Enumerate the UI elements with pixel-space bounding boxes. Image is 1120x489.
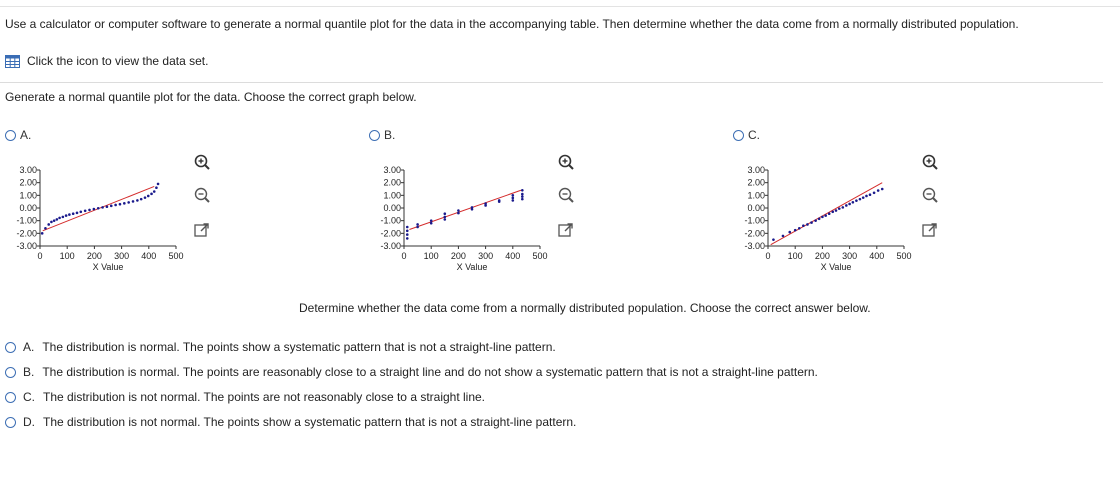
data-point <box>58 217 61 220</box>
data-point <box>852 201 855 204</box>
answer-b[interactable] <box>5 365 818 379</box>
data-point <box>821 216 824 219</box>
section-divider <box>0 82 1103 83</box>
data-point <box>416 226 419 229</box>
data-point <box>153 190 156 193</box>
data-point <box>457 212 460 215</box>
graph-a <box>0 150 220 280</box>
answer-d-text: The distribution is not normal. The points show a systematic pattern that is not a straight-line pattern. <box>43 415 577 429</box>
x-tick-label: 300 <box>114 251 130 261</box>
data-point <box>824 214 827 217</box>
zoom-in-icon[interactable] <box>557 153 575 171</box>
data-point <box>444 212 447 215</box>
data-point <box>157 183 160 186</box>
data-point <box>44 227 47 230</box>
data-point <box>80 211 83 214</box>
answer-a-letter: A. <box>23 340 35 354</box>
answer-b-text: The distribution is normal. The points are reasonably close to a straight line and do not show a systematic pattern that is not a straight-line pattern. <box>42 365 818 379</box>
data-point <box>50 221 53 224</box>
data-point <box>521 193 524 196</box>
x-tick-label: 200 <box>814 251 830 261</box>
y-tick-label: 3.00 <box>747 165 765 175</box>
fit-line <box>409 190 521 229</box>
x-axis-label: X Value <box>456 262 488 272</box>
option-b-label: B. <box>384 128 396 142</box>
data-point <box>806 223 809 226</box>
data-point <box>471 206 474 209</box>
x-tick-label: 200 <box>450 251 466 261</box>
data-point <box>406 237 409 240</box>
data-point <box>521 189 524 192</box>
y-tick-label: 0.00 <box>19 203 37 213</box>
data-point <box>810 221 813 224</box>
data-point <box>136 199 139 202</box>
y-tick-label: -2.00 <box>744 228 765 239</box>
x-tick-label: 500 <box>532 251 548 261</box>
y-tick-label: 1.00 <box>19 190 37 201</box>
y-tick-label: -3.00 <box>744 241 765 251</box>
zoom-out-icon[interactable] <box>193 186 211 204</box>
part1-instruction: Generate a normal quantile plot for the data. Choose the correct graph below. <box>5 90 417 104</box>
data-point <box>794 229 797 232</box>
y-tick-label: 1.00 <box>747 190 765 201</box>
answer-d[interactable] <box>5 415 576 429</box>
y-tick-label: 0.00 <box>747 203 765 213</box>
data-point <box>56 218 59 221</box>
graph-c <box>728 150 948 280</box>
answer-d-radio[interactable] <box>5 417 16 428</box>
data-point <box>147 195 150 198</box>
x-axis-label: X Value <box>92 262 124 272</box>
y-tick-label: 2.00 <box>383 177 401 188</box>
data-point <box>65 214 68 217</box>
data-point <box>498 199 501 202</box>
data-point <box>859 198 862 201</box>
zoom-in-icon[interactable] <box>921 153 939 171</box>
data-point <box>521 198 524 201</box>
answer-c[interactable] <box>5 390 485 404</box>
data-point <box>114 204 117 207</box>
popout-icon[interactable] <box>921 221 939 239</box>
y-tick-label: -2.00 <box>16 228 37 239</box>
x-tick-label: 400 <box>141 251 157 261</box>
data-point <box>855 199 858 202</box>
answer-a[interactable] <box>5 340 556 354</box>
fit-line <box>771 183 883 245</box>
data-point <box>119 203 122 206</box>
y-tick-label: 2.00 <box>19 177 37 188</box>
data-point <box>406 226 409 229</box>
data-point <box>814 219 817 222</box>
data-point <box>835 209 838 212</box>
data-point <box>873 192 876 195</box>
data-point <box>416 223 419 226</box>
x-tick-label: 0 <box>401 251 407 261</box>
data-point <box>444 216 447 219</box>
answer-c-text: The distribution is not normal. The points are not reasonably close to a straight line. <box>43 390 486 404</box>
option-a-label: A. <box>20 128 32 142</box>
graph-c-svg <box>728 150 948 280</box>
graph-b-svg <box>364 150 584 280</box>
answer-a-text: The distribution is normal. The points show a systematic pattern that is not a straight-line pattern. <box>42 340 556 354</box>
data-point <box>512 194 515 197</box>
x-tick-label: 100 <box>787 251 803 261</box>
graph-b <box>364 150 584 280</box>
data-point <box>150 193 153 196</box>
popout-icon[interactable] <box>193 221 211 239</box>
table-icon[interactable] <box>5 55 20 68</box>
data-point <box>798 227 801 230</box>
data-point <box>406 230 409 233</box>
data-point <box>101 206 104 209</box>
dataset-link-row[interactable] <box>5 53 208 69</box>
part2-instruction: Determine whether the data come from a normally distributed population. Choose the correct answer below. <box>299 301 871 315</box>
option-c[interactable] <box>733 128 760 142</box>
data-point <box>444 218 447 221</box>
data-point <box>110 205 113 208</box>
data-point <box>127 201 130 204</box>
question-text: Use a calculator or computer software to generate a normal quantile plot for the data in the accompanying table. Then determine whether the data come from a normally distributed population. <box>5 17 1019 31</box>
data-point <box>484 202 487 205</box>
data-point <box>877 189 880 192</box>
data-point <box>845 204 848 207</box>
y-tick-label: -3.00 <box>16 241 37 251</box>
top-divider <box>0 6 1120 7</box>
data-point <box>802 224 805 227</box>
data-point <box>869 193 872 196</box>
data-point <box>521 195 524 198</box>
data-point <box>144 196 147 199</box>
y-tick-label: 3.00 <box>19 165 37 175</box>
x-tick-label: 500 <box>896 251 912 261</box>
data-point <box>838 207 841 210</box>
option-c-radio[interactable] <box>733 130 744 141</box>
data-point <box>123 202 126 205</box>
y-tick-label: 3.00 <box>383 165 401 175</box>
option-c-label: C. <box>748 128 760 142</box>
graph-a-svg <box>0 150 220 280</box>
dataset-link-text[interactable]: Click the icon to view the data set. <box>27 54 209 68</box>
y-tick-label: -1.00 <box>380 215 401 226</box>
data-point <box>41 232 44 235</box>
data-point <box>512 197 515 200</box>
data-point <box>512 199 515 202</box>
data-point <box>865 195 868 198</box>
data-point <box>93 208 96 211</box>
option-a[interactable] <box>5 128 31 142</box>
zoom-in-icon[interactable] <box>193 153 211 171</box>
data-point <box>84 209 87 212</box>
data-point <box>155 186 158 189</box>
data-point <box>862 196 865 199</box>
data-point <box>430 219 433 222</box>
data-point <box>831 211 834 214</box>
data-point <box>430 222 433 225</box>
answer-b-letter: B. <box>23 365 35 379</box>
option-b[interactable] <box>369 128 395 142</box>
data-point <box>881 188 884 191</box>
data-point <box>828 212 831 215</box>
data-point <box>848 203 851 206</box>
y-tick-label: -1.00 <box>744 215 765 226</box>
data-point <box>62 216 65 219</box>
data-point <box>68 213 71 216</box>
popout-icon[interactable] <box>557 221 575 239</box>
answer-c-letter: C. <box>23 390 35 404</box>
data-point <box>140 198 143 201</box>
data-point <box>72 212 75 215</box>
x-tick-label: 100 <box>59 251 75 261</box>
x-tick-label: 300 <box>842 251 858 261</box>
y-tick-label: -1.00 <box>16 215 37 226</box>
data-point <box>88 209 91 212</box>
data-point <box>132 200 135 203</box>
y-tick-label: 2.00 <box>747 177 765 188</box>
data-point <box>772 238 775 241</box>
data-point <box>782 235 785 238</box>
data-point <box>788 231 791 234</box>
x-tick-label: 100 <box>423 251 439 261</box>
data-point <box>53 219 56 222</box>
y-tick-label: 0.00 <box>383 203 401 213</box>
data-point <box>47 223 50 226</box>
data-point <box>406 233 409 236</box>
x-tick-label: 0 <box>37 251 43 261</box>
option-a-radio[interactable] <box>5 130 16 141</box>
answer-d-letter: D. <box>23 415 35 429</box>
x-tick-label: 0 <box>765 251 771 261</box>
y-tick-label: 1.00 <box>383 190 401 201</box>
data-point <box>842 206 845 209</box>
answer-b-radio[interactable] <box>5 367 16 378</box>
data-point <box>106 205 109 208</box>
y-tick-label: -3.00 <box>380 241 401 251</box>
data-point <box>97 207 100 210</box>
data-point <box>818 217 821 220</box>
answer-a-radio[interactable] <box>5 342 16 353</box>
x-tick-label: 200 <box>86 251 102 261</box>
data-point <box>457 209 460 212</box>
x-axis-label: X Value <box>820 262 852 272</box>
x-tick-label: 400 <box>869 251 885 261</box>
x-tick-label: 300 <box>478 251 494 261</box>
x-tick-label: 500 <box>168 251 184 261</box>
x-tick-label: 400 <box>505 251 521 261</box>
y-tick-label: -2.00 <box>380 228 401 239</box>
data-point <box>76 212 79 215</box>
zoom-out-icon[interactable] <box>557 186 575 204</box>
zoom-out-icon[interactable] <box>921 186 939 204</box>
answer-c-radio[interactable] <box>5 392 16 403</box>
option-b-radio[interactable] <box>369 130 380 141</box>
